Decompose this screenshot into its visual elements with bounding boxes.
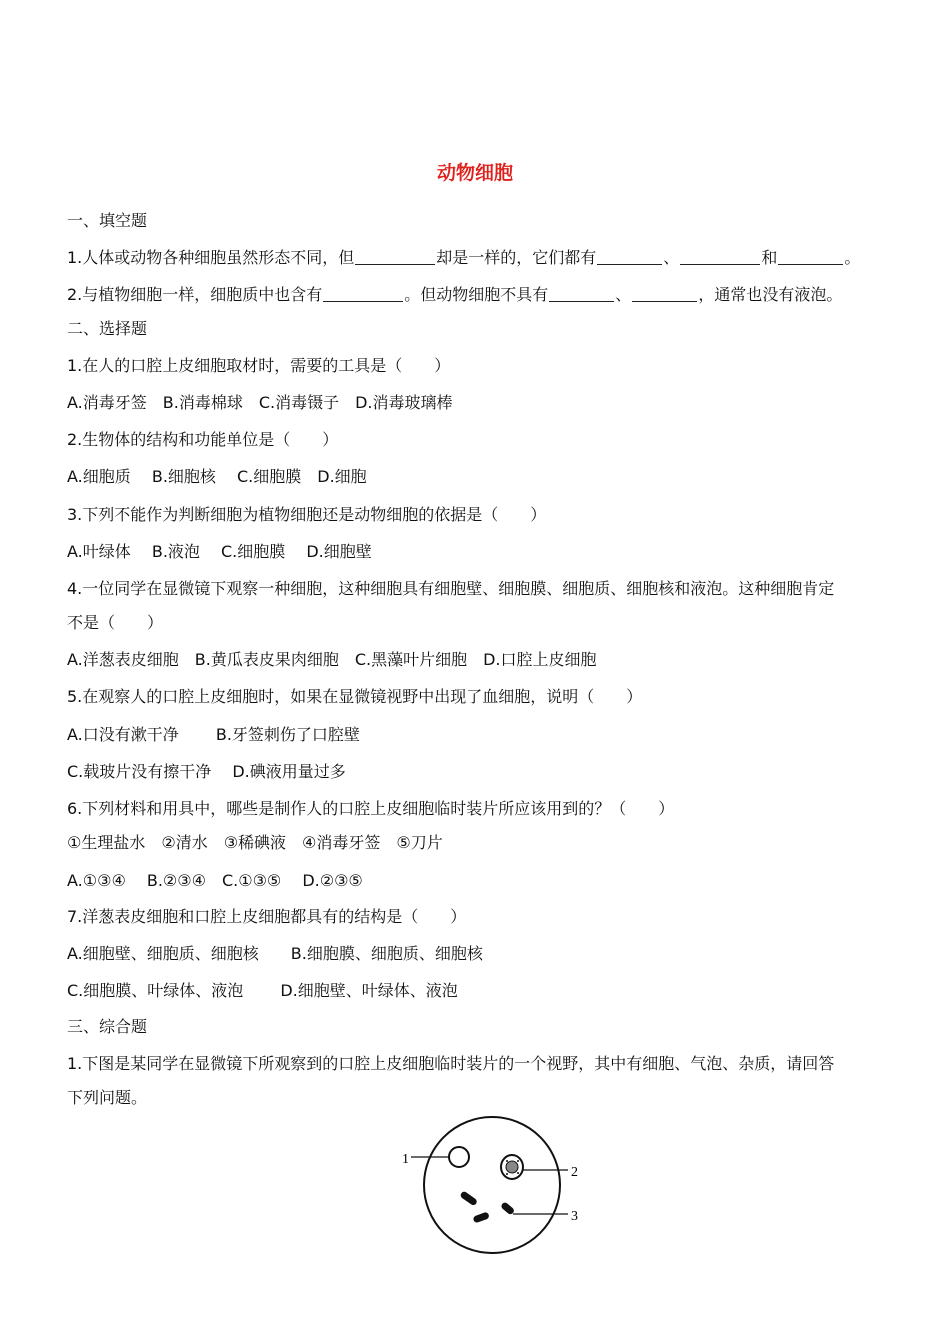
text: 却是一样的，它们都有 xyxy=(436,248,597,267)
section-heading-fill: 一、填空题 xyxy=(67,211,148,230)
comprehensive-q1-stem-line1: 1.下图是某同学在显微镜下所观察到的口腔上皮细胞临时装片的一个视野，其中有细胞、气泡、杂质，请回答 xyxy=(67,1054,835,1073)
impurity xyxy=(459,1190,478,1206)
answer-blank[interactable] xyxy=(323,285,403,302)
text: 、 xyxy=(663,248,680,267)
text: 2.与植物细胞一样，细胞质中也含有 xyxy=(67,285,323,304)
text: 1.人体或动物各种细胞虽然形态不同，但 xyxy=(67,248,355,267)
microscope-field-figure xyxy=(395,1115,595,1255)
choice-q7-options-2: C.细胞膜、叶绿体、液泡 D.细胞壁、叶绿体、液泡 xyxy=(67,981,458,1000)
fill-question-1 xyxy=(67,247,860,269)
answer-blank[interactable] xyxy=(680,248,760,265)
cell-nucleus xyxy=(506,1161,518,1173)
answer-blank[interactable] xyxy=(632,285,697,302)
choice-q1-options: A.消毒牙签 B.消毒棉球 C.消毒镊子 D.消毒玻璃棒 xyxy=(67,393,453,412)
choice-q6-options: A.①③④ B.②③④ C.①③⑤ D.②③⑤ xyxy=(67,871,363,890)
text: 和 xyxy=(761,248,778,267)
choice-q4-stem-line2: 不是（ ） xyxy=(67,613,164,632)
answer-blank[interactable] xyxy=(778,248,843,265)
answer-blank[interactable] xyxy=(549,285,614,302)
choice-q4-stem-line1: 4.一位同学在显微镜下观察一种细胞，这种细胞具有细胞壁、细胞膜、细胞质、细胞核和液泡。这种细胞肯定 xyxy=(67,579,835,598)
field-of-view-circle xyxy=(424,1117,560,1253)
section-heading-comprehensive: 三、综合题 xyxy=(67,1017,148,1036)
answer-blank[interactable] xyxy=(355,248,435,265)
air-bubble xyxy=(449,1147,469,1167)
impurity xyxy=(472,1211,489,1223)
text: 。 xyxy=(844,248,861,267)
comprehensive-q1-stem-line2: 下列问题。 xyxy=(67,1088,148,1107)
choice-q2-stem: 2.生物体的结构和功能单位是（ ） xyxy=(67,430,339,449)
section-heading-choice: 二、选择题 xyxy=(67,319,148,338)
label-1: 1 xyxy=(402,1152,409,1167)
text: 。但动物细胞不具有 xyxy=(404,285,549,304)
text: 、 xyxy=(615,285,632,304)
choice-q2-options: A.细胞质 B.细胞核 C.细胞膜 D.细胞 xyxy=(67,467,367,486)
choice-q6-items: ①生理盐水 ②清水 ③稀碘液 ④消毒牙签 ⑤刀片 xyxy=(67,833,443,852)
fill-question-2 xyxy=(67,284,842,306)
answer-blank[interactable] xyxy=(597,248,662,265)
choice-q7-stem: 7.洋葱表皮细胞和口腔上皮细胞都具有的结构是（ ） xyxy=(67,907,467,926)
choice-q5-options-1: A.口没有漱干净 B.牙签刺伤了口腔壁 xyxy=(67,725,360,744)
choice-q7-options-1: A.细胞壁、细胞质、细胞核 B.细胞膜、细胞质、细胞核 xyxy=(67,944,483,963)
choice-q6-stem: 6.下列材料和用具中，哪些是制作人的口腔上皮细胞临时装片所应该用到的？（ ） xyxy=(67,799,675,818)
text: ，通常也没有液泡。 xyxy=(698,285,843,304)
page-title: 动物细胞 xyxy=(436,162,513,184)
choice-q3-options: A.叶绿体 B.液泡 C.细胞膜 D.细胞壁 xyxy=(67,542,372,561)
label-2: 2 xyxy=(571,1165,578,1180)
choice-q1-stem: 1.在人的口腔上皮细胞取材时，需要的工具是（ ） xyxy=(67,356,451,375)
choice-q3-stem: 3.下列不能作为判断细胞为植物细胞还是动物细胞的依据是（ ） xyxy=(67,505,547,524)
choice-q4-options: A.洋葱表皮细胞 B.黄瓜表皮果肉细胞 C.黑藻叶片细胞 D.口腔上皮细胞 xyxy=(67,650,597,669)
label-3: 3 xyxy=(571,1209,578,1224)
choice-q5-options-2: C.载玻片没有擦干净 D.碘液用量过多 xyxy=(67,762,346,781)
choice-q5-stem: 5.在观察人的口腔上皮细胞时，如果在显微镜视野中出现了血细胞，说明（ ） xyxy=(67,687,643,706)
